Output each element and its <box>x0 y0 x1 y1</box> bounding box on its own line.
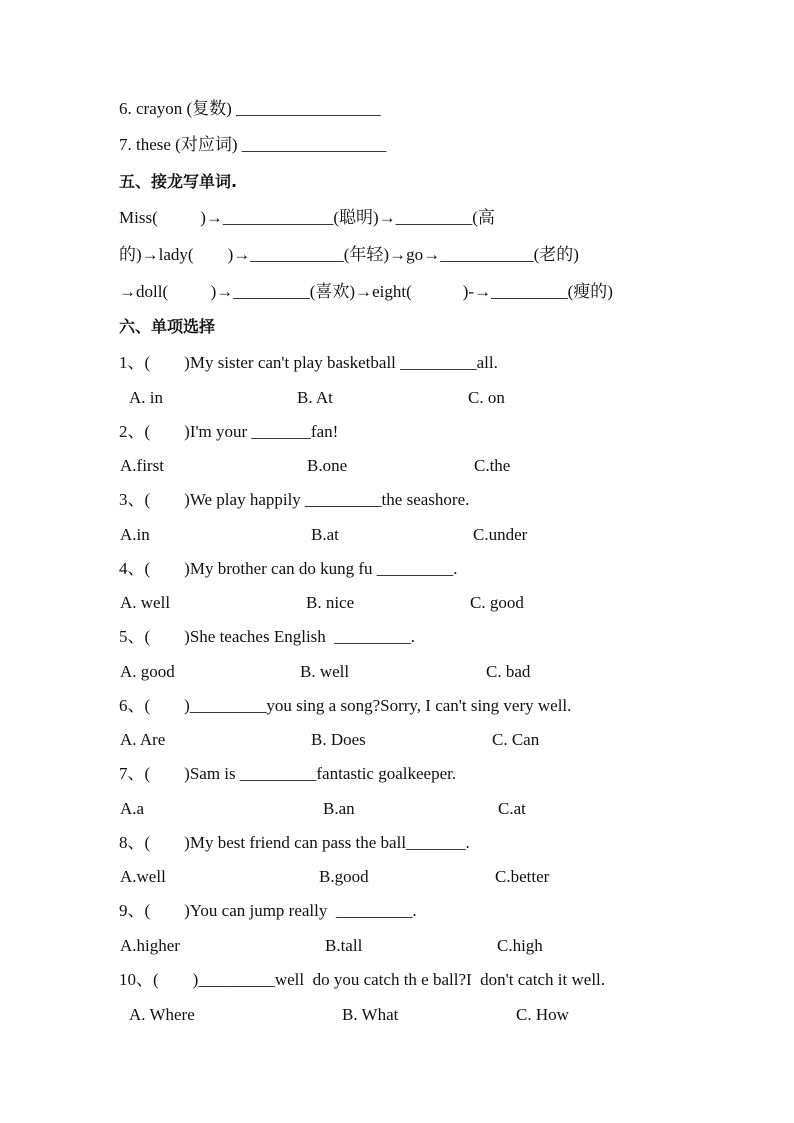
question-8-option-c: C.better <box>495 867 550 886</box>
question-3-option-c: C.under <box>473 525 528 544</box>
word-chain-line-2: 的)→lady( )→___________(年轻)→go→___________(老的) <box>119 245 579 264</box>
fill-item-6: 6. crayon (复数) _________________ <box>119 99 381 118</box>
question-10-option-b: B. What <box>342 1005 399 1024</box>
question-7-option-b: B.an <box>323 799 355 818</box>
question-4-option-c: C. good <box>470 593 524 612</box>
question-9-stem: 9、( )You can jump really _________. <box>119 901 417 920</box>
question-1-option-b: B. At <box>297 388 333 407</box>
question-6-option-c: C. Can <box>492 730 540 749</box>
question-5-option-b: B. well <box>300 662 350 681</box>
question-1-stem: 1、( )My sister can't play basketball _________all. <box>119 353 498 372</box>
question-4-stem: 4、( )My brother can do kung fu _________. <box>119 559 458 578</box>
fill-item-7: 7. these (对应词) _________________ <box>119 135 387 154</box>
question-2-option-b: B.one <box>307 456 348 475</box>
question-10-option-a: A. Where <box>129 1005 195 1024</box>
question-8-option-a: A.well <box>120 867 166 886</box>
question-2-option-c: C.the <box>474 456 511 475</box>
section-5-heading: 五、接龙写单词. <box>119 172 238 191</box>
question-4-option-b: B. nice <box>306 593 355 612</box>
question-2-stem: 2、( )I'm your _______fan! <box>119 422 339 441</box>
question-8-option-b: B.good <box>319 867 369 886</box>
question-10-option-c: C. How <box>516 1005 569 1024</box>
question-6-stem: 6、( )_________you sing a song?Sorry, I can't sing very well. <box>119 696 572 715</box>
question-9-option-c: C.high <box>497 936 543 955</box>
question-1-option-a: A. in <box>129 388 163 407</box>
question-3-option-b: B.at <box>311 525 339 544</box>
question-5-stem: 5、( )She teaches English _________. <box>119 627 416 646</box>
word-chain-line-1: Miss( )→_____________(聪明)→_________(高 <box>119 208 495 227</box>
question-6-option-b: B. Does <box>311 730 366 749</box>
question-10-stem: 10、( )_________well do you catch th e ball?I don't catch it well. <box>119 970 606 989</box>
question-9-option-a: A.higher <box>120 936 180 955</box>
question-1-option-c: C. on <box>468 388 505 407</box>
question-8-stem: 8、( )My best friend can pass the ball_______. <box>119 833 470 852</box>
question-3-stem: 3、( )We play happily _________the seashore. <box>119 490 470 509</box>
question-4-option-a: A. well <box>120 593 171 612</box>
question-9-option-b: B.tall <box>325 936 363 955</box>
question-2-option-a: A.first <box>120 456 164 475</box>
question-7-stem: 7、( )Sam is _________fantastic goalkeeper. <box>119 764 457 783</box>
question-5-option-c: C. bad <box>486 662 531 681</box>
section-6-heading: 六、单项选择 <box>119 317 216 336</box>
word-chain-line-3: →doll( )→_________(喜欢)→eight( )-→_________(瘦的) <box>119 282 613 301</box>
question-7-option-c: C.at <box>498 799 526 818</box>
question-3-option-a: A.in <box>120 525 150 544</box>
question-5-option-a: A. good <box>120 662 175 681</box>
question-7-option-a: A.a <box>120 799 145 818</box>
question-6-option-a: A. Are <box>120 730 166 749</box>
